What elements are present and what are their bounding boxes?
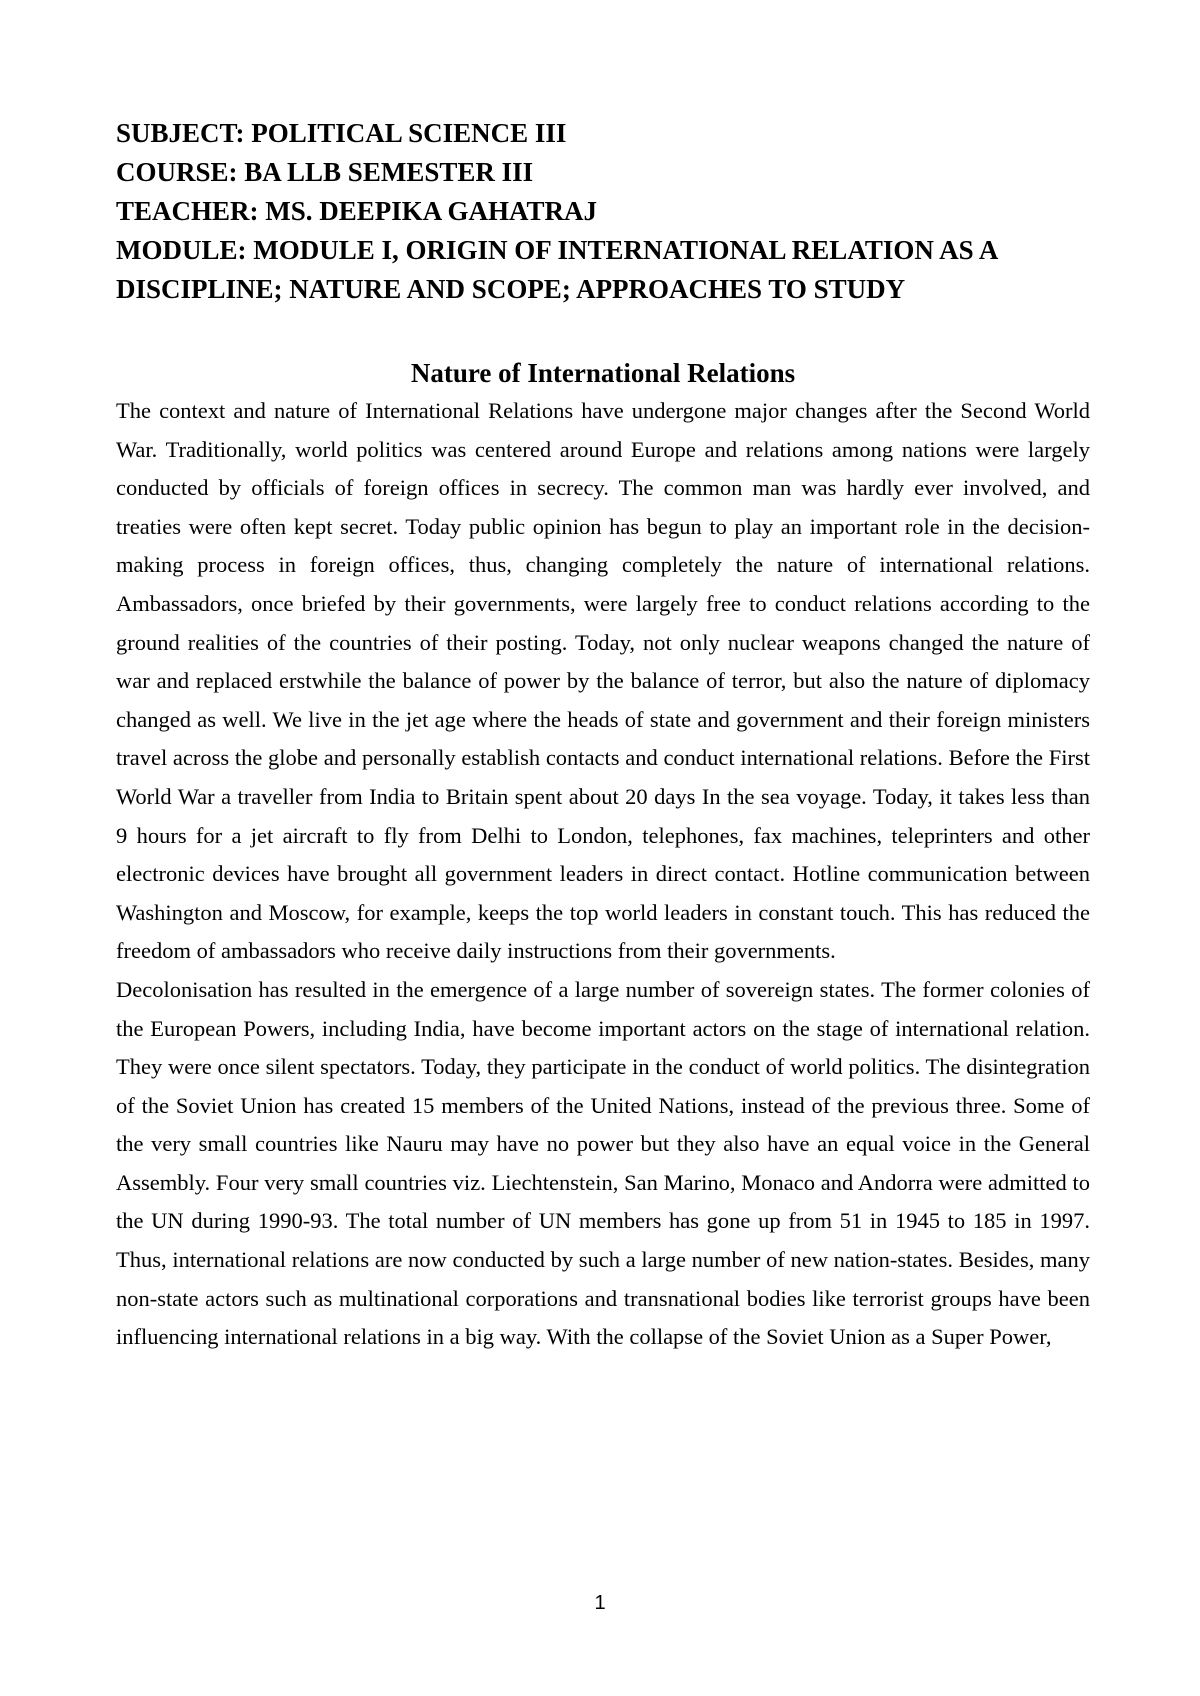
document-page <box>116 114 1090 1357</box>
course-line: COURSE: BA LLB SEMESTER III <box>116 157 534 187</box>
document-header <box>116 114 1090 309</box>
page-number: 1 <box>594 1592 606 1614</box>
section-title: Nature of International Relations <box>410 358 796 388</box>
body-paragraph: Decolonisation has resulted in the emergence of a large number of sovereign states. The former colonies of the European Powers, including India, have become important actors on the stage of international relation. They were once silent spectators. Today, they participate in the conduct of world politics. The disintegration of the Soviet Union has created 15 members of the United Nations, instead of the previous three. Some of the very small countries like Nauru may have no power but they also have an equal voice in the General Assembly. Four very small countries viz. Liechtenstein, San Marino, Monaco and Andorra were admitted to the UN during 1990-93. The total number of UN members has gone up from 51 in 1945 to 185 in 1997. Thus, international relations are now conducted by such a large number of new nation-states. Besides, many non-state actors such as multinational corporations and transnational bodies like terrorist groups have been influencing international relations in a big way. With the collapse of the Soviet Union as a Super Power, <box>116 976 1090 1350</box>
module-line: MODULE: MODULE I, ORIGIN OF INTERNATIONAL RELATION AS A DISCIPLINE; NATURE AND SCOPE; APPROACHES TO STUDY <box>116 235 997 304</box>
body-paragraph: The context and nature of International Relations have undergone major changes after the Second World War. Traditionally, world politics was centered around Europe and relations among nations were largely conducted by officials of foreign offices in secrecy. The common man was hardly ever involved, and treaties were often kept secret. Today public opinion has begun to play an important role in the decision-making process in foreign offices, thus, changing completely the nature of international relations. Ambassadors, once briefed by their governments, were largely free to conduct relations according to the ground realities of the countries of their posting. Today, not only nuclear weapons changed the nature of war and replaced erstwhile the balance of power by the balance of terror, but also the nature of diplomacy changed as well. We live in the jet age where the heads of state and government and their foreign ministers travel across the globe and personally establish contacts and conduct international relations. Before the First World War a traveller from India to Britain spent about 20 days In the sea voyage. Today, it takes less than 9 hours for a jet aircraft to fly from Delhi to London, telephones, fax machines, teleprinters and other electronic devices have brought all government leaders in direct contact. Hotline communication between Washington and Moscow, for example, keeps the top world leaders in constant touch. This has reduced the freedom of ambassadors who receive daily instructions from their governments. <box>116 398 1090 964</box>
teacher-line: TEACHER: MS. DEEPIKA GAHATRAJ <box>116 196 598 226</box>
subject-line: SUBJECT: POLITICAL SCIENCE III <box>116 118 567 148</box>
